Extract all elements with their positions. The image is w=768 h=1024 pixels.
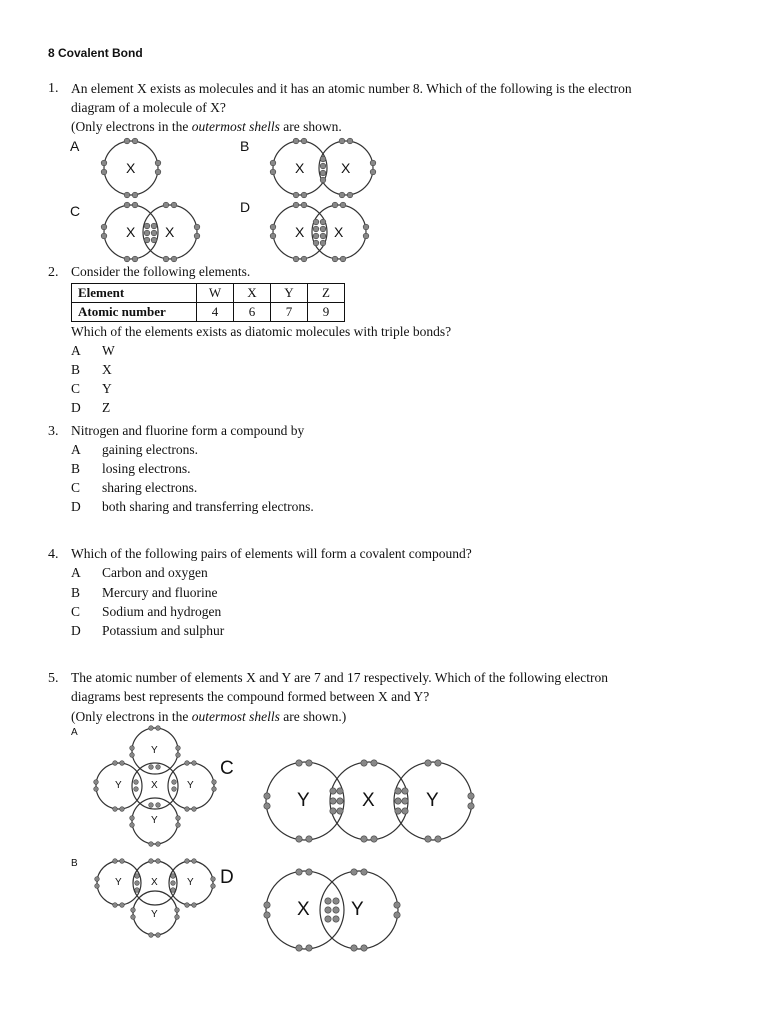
q3-option-a-text: gaining electrons. bbox=[102, 442, 198, 457]
q2-option-a-text: W bbox=[102, 343, 115, 358]
q1c-atom-label-right: X bbox=[165, 224, 175, 240]
q5a-label-top: Y bbox=[151, 745, 158, 756]
q1-option-a-label: A bbox=[70, 138, 80, 154]
q3-option-a-letter: A bbox=[71, 442, 81, 457]
q3-option-c-text: sharing electrons. bbox=[102, 480, 198, 495]
q3-option-b-text: losing electrons. bbox=[102, 461, 191, 476]
q5b-label-right: Y bbox=[187, 877, 194, 888]
q3-option-d-text: both sharing and transferring electrons. bbox=[102, 499, 314, 514]
q4-option-b-letter: B bbox=[71, 585, 81, 600]
q4-option-b-text: Mercury and fluorine bbox=[102, 585, 218, 600]
q5a-label-right: Y bbox=[187, 780, 194, 791]
q5c-label-left: Y bbox=[297, 790, 310, 811]
table-row-label: Atomic number bbox=[72, 303, 197, 322]
q4-option-a-letter: A bbox=[71, 565, 81, 580]
q3-number: 3. bbox=[48, 424, 59, 439]
table-cell: Z bbox=[308, 284, 345, 303]
q5c-label-center: X bbox=[362, 790, 375, 811]
q5a-label-left: Y bbox=[115, 780, 122, 791]
q1b-atom-label-left: X bbox=[295, 160, 305, 176]
q5c-label-right: Y bbox=[426, 790, 439, 811]
table-cell: X bbox=[234, 284, 271, 303]
q3-option-b-letter: B bbox=[71, 461, 81, 476]
elements-table bbox=[71, 283, 345, 322]
q1c-atom-label-left: X bbox=[126, 224, 136, 240]
q5b-label-bottom: Y bbox=[151, 909, 158, 920]
q2-number: 2. bbox=[48, 265, 59, 280]
q4-option-d-letter: D bbox=[71, 623, 81, 638]
q5-note: (Only electrons in the outermost shells are shown.) bbox=[71, 709, 347, 724]
q5-stem-line2: diagrams best represents the compound formed between X and Y? bbox=[71, 689, 430, 704]
q5a-label-bottom: Y bbox=[151, 815, 158, 826]
q5-option-a-label: A bbox=[71, 727, 78, 738]
q1-stem-line1: An element X exists as molecules and it has an atomic number 8. Which of the following is the electron bbox=[71, 81, 632, 96]
q1-stem-line2: diagram of a molecule of X? bbox=[71, 100, 226, 115]
q2-option-b-text: X bbox=[102, 362, 112, 377]
table-cell: 4 bbox=[197, 303, 234, 322]
q1-option-c-label: C bbox=[70, 203, 81, 219]
q1-option-d-label: D bbox=[240, 199, 251, 215]
q1a-atom-label: X bbox=[126, 160, 136, 176]
q5-option-c-label: C bbox=[220, 758, 234, 779]
q1d-atom-label-left: X bbox=[295, 224, 305, 240]
table-cell: W bbox=[197, 284, 234, 303]
table-cell: Y bbox=[271, 284, 308, 303]
table-cell: 9 bbox=[308, 303, 345, 322]
table-cell: 6 bbox=[234, 303, 271, 322]
q3-option-c-letter: C bbox=[71, 480, 81, 495]
q4-stem: Which of the following pairs of elements will form a covalent compound? bbox=[71, 546, 472, 561]
q4-option-c-letter: C bbox=[71, 604, 81, 619]
q5-option-b-label: B bbox=[71, 858, 78, 869]
q5d-label-left: X bbox=[297, 899, 310, 920]
q5-option-d-label: D bbox=[220, 867, 234, 888]
table-header-label: Element bbox=[72, 284, 197, 303]
q5d-label-right: Y bbox=[351, 899, 364, 920]
q4-option-d-text: Potassium and sulphur bbox=[102, 623, 225, 638]
table-cell: 7 bbox=[271, 303, 308, 322]
q1-option-b-label: B bbox=[240, 138, 250, 154]
q5b-label-center: X bbox=[151, 877, 158, 888]
q1-number: 1. bbox=[48, 81, 59, 96]
q3-stem: Nitrogen and fluorine form a compound by bbox=[71, 423, 305, 438]
q4-number: 4. bbox=[48, 547, 59, 562]
table-row bbox=[72, 284, 345, 303]
q2-option-b-letter: B bbox=[71, 362, 81, 377]
q2-stem: Consider the following elements. bbox=[71, 264, 251, 279]
q1b-atom-label-right: X bbox=[341, 160, 351, 176]
q2-question: Which of the elements exists as diatomic molecules with triple bonds? bbox=[71, 324, 452, 339]
q2-option-d-letter: D bbox=[71, 400, 81, 415]
q3-option-d-letter: D bbox=[71, 499, 81, 514]
q4-option-a-text: Carbon and oxygen bbox=[102, 565, 208, 580]
q4-option-c-text: Sodium and hydrogen bbox=[102, 604, 222, 619]
q2-option-d-text: Z bbox=[102, 400, 111, 415]
q2-option-c-text: Y bbox=[102, 381, 112, 396]
q1d-atom-label-right: X bbox=[334, 224, 344, 240]
q5a-label-center: X bbox=[151, 780, 158, 791]
page-title: 8 Covalent Bond bbox=[48, 46, 143, 60]
table-row bbox=[72, 303, 345, 322]
q5-stem-line1: The atomic number of elements X and Y are 7 and 17 respectively. Which of the following electron bbox=[71, 670, 608, 685]
q5-number: 5. bbox=[48, 671, 59, 686]
q2-option-a-letter: A bbox=[71, 343, 81, 358]
q2-option-c-letter: C bbox=[71, 381, 81, 396]
q5b-label-left: Y bbox=[115, 877, 122, 888]
q1-note: (Only electrons in the outermost shells are shown. bbox=[71, 119, 342, 134]
